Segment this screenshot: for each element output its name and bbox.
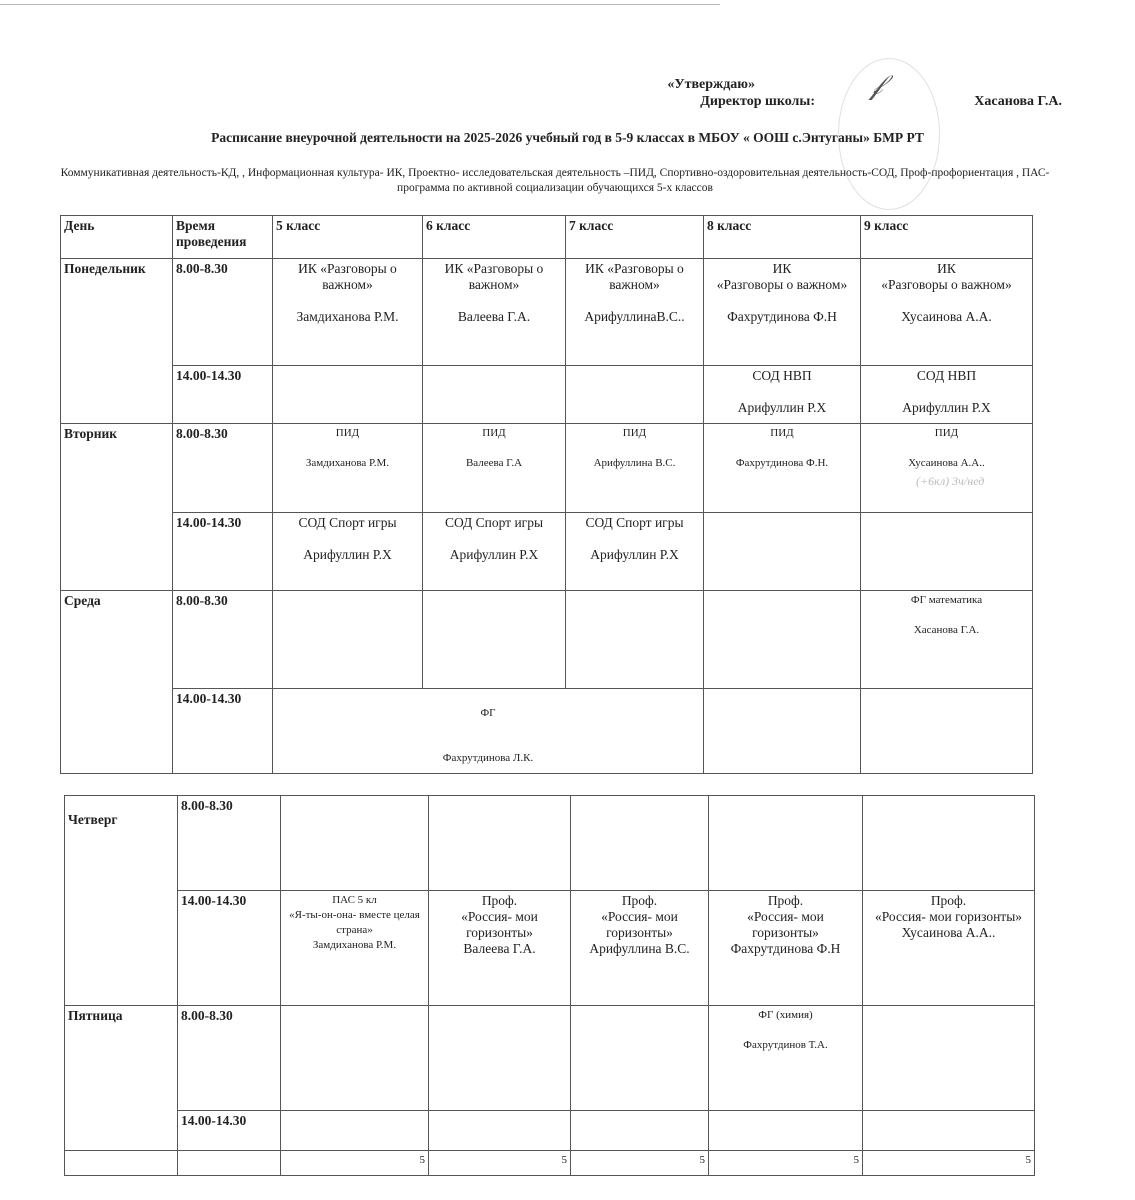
lesson-cell: ИК «Разговоры о важном» Замдиханова Р.М. — [273, 259, 423, 366]
header-row — [61, 216, 1033, 259]
lesson-cell: Проф. «Россия- мои горизонты» Фахрутдинова Ф.Н — [709, 891, 863, 1006]
lesson-cell — [861, 689, 1033, 774]
lesson-cell — [863, 1111, 1035, 1151]
time-slot: 14.00-14.30 — [173, 689, 273, 774]
time-slot: 14.00-14.30 — [173, 366, 273, 424]
lesson-cell: ИК «Разговоры о важном» Валеева Г.А. — [423, 259, 566, 366]
empty-cell — [178, 1151, 281, 1176]
time-slot: 14.00-14.30 — [173, 513, 273, 591]
lesson-cell — [704, 689, 861, 774]
lesson-cell — [709, 1111, 863, 1151]
lesson-cell: СОД НВП Арифуллин Р.Х — [861, 366, 1033, 424]
lesson-cell — [429, 796, 571, 891]
lesson-cell: ПИД Валеева Г.А — [423, 424, 566, 513]
director-label: Директор школы: — [700, 94, 815, 109]
day-wednesday: Среда — [61, 591, 173, 774]
total-class-8: 5 — [709, 1151, 863, 1176]
day-thursday: Четверг — [65, 796, 178, 1006]
lesson-cell — [571, 1006, 709, 1111]
lesson-cell — [861, 513, 1033, 591]
lesson-cell: Проф. «Россия- мои горизонты» Валеева Г.А. — [429, 891, 571, 1006]
lesson-cell: ИК «Разговоры о важном» АрифуллинаВ.С.. — [566, 259, 704, 366]
lesson-cell — [709, 796, 863, 891]
header-class-9: 9 класс — [861, 216, 1033, 259]
lesson-cell: ПИД Арифуллина В.С. — [566, 424, 704, 513]
lesson-cell — [281, 796, 429, 891]
lesson-cell — [429, 1111, 571, 1151]
lesson-cell — [281, 1006, 429, 1111]
lesson-cell — [704, 513, 861, 591]
empty-cell — [65, 1151, 178, 1176]
time-slot: 14.00-14.30 — [178, 1111, 281, 1151]
handwritten-note: (+6кл) 3ч/нед — [916, 474, 985, 488]
lesson-cell: ИК «Разговоры о важном» Фахрутдинова Ф.Н — [704, 259, 861, 366]
lesson-cell — [423, 591, 566, 689]
day-friday: Пятница — [65, 1006, 178, 1151]
header-class-6: 6 класс — [423, 216, 566, 259]
total-class-7: 5 — [571, 1151, 709, 1176]
table-row — [65, 1006, 1035, 1111]
lesson-cell: Проф. «Россия- мои горизонты» Хусаинова А.А.. — [863, 891, 1035, 1006]
lesson-cell: СОД НВП Арифуллин Р.Х — [704, 366, 861, 424]
director-signature: 𝒻 — [870, 70, 883, 101]
lesson-cell — [571, 796, 709, 891]
day-monday: Понедельник — [61, 259, 173, 424]
abbreviation-legend: Коммуникативная деятельность-КД, , Информационная культура- ИК, Проектно- исследовательская деятельность –ПИД, Спортивно-оздоровительная деятельность-СОД, Проф-профориентация , ПАС-программа по активной социализации обучающихся 5-х классов — [60, 167, 1050, 194]
lesson-cell: ПИД Фахрутдинова Ф.Н. — [704, 424, 861, 513]
lesson-cell: СОД Спорт игры Арифуллин Р.Х — [273, 513, 423, 591]
table-row — [61, 513, 1033, 591]
lesson-cell — [566, 591, 704, 689]
total-class-9: 5 — [863, 1151, 1035, 1176]
table-row — [61, 366, 1033, 424]
lesson-cell: ФГ (химия) Фахрутдинов Т.А. — [709, 1006, 863, 1111]
table-row — [61, 424, 1033, 513]
day-tuesday: Вторник — [61, 424, 173, 591]
table-row — [65, 1111, 1035, 1151]
lesson-cell-merged: ФГ Фахрутдинова Л.К. — [273, 689, 704, 774]
lesson-cell — [566, 366, 704, 424]
lesson-cell — [863, 796, 1035, 891]
total-class-6: 5 — [429, 1151, 571, 1176]
scan-edge-line — [0, 4, 720, 5]
lesson-cell: СОД Спорт игры Арифуллин Р.Х — [423, 513, 566, 591]
totals-row — [65, 1151, 1035, 1176]
table-row — [61, 591, 1033, 689]
table-row — [61, 259, 1033, 366]
lesson-cell: ПИД Хусаинова А.А.. — [861, 424, 1033, 513]
time-slot: 14.00-14.30 — [178, 891, 281, 1006]
lesson-cell — [423, 366, 566, 424]
header-day: День — [61, 216, 173, 259]
lesson-cell: ИК «Разговоры о важном» Хусаинова А.А. — [861, 259, 1033, 366]
header-class-7: 7 класс — [566, 216, 704, 259]
header-time: Время проведения — [173, 216, 273, 259]
table-row — [65, 796, 1035, 891]
time-slot: 8.00-8.30 — [173, 424, 273, 513]
total-class-5: 5 — [281, 1151, 429, 1176]
lesson-cell — [273, 366, 423, 424]
time-slot: 8.00-8.30 — [178, 796, 281, 891]
document-title: Расписание внеурочной деятельности на 2025-2026 учебный год в 5-9 классах в МБОУ « ООШ с.Энтуганы» БМР РТ — [211, 130, 924, 145]
lesson-cell — [429, 1006, 571, 1111]
lesson-cell: ПИД Замдиханова Р.М. — [273, 424, 423, 513]
table-row — [61, 689, 1033, 774]
lesson-cell: ПАС 5 кл «Я-ты-он-она- вместе целая страна» Замдиханова Р.М. — [281, 891, 429, 1006]
director-name: Хасанова Г.А. — [974, 94, 1062, 109]
lesson-cell: ФГ математика Хасанова Г.А. — [861, 591, 1033, 689]
lesson-cell — [571, 1111, 709, 1151]
header-class-5: 5 класс — [273, 216, 423, 259]
lesson-cell — [863, 1006, 1035, 1111]
time-slot: 8.00-8.30 — [173, 259, 273, 366]
lesson-cell: Проф. «Россия- мои горизонты» Арифуллина В.С. — [571, 891, 709, 1006]
time-slot: 8.00-8.30 — [178, 1006, 281, 1111]
lesson-cell: СОД Спорт игры Арифуллин Р.Х — [566, 513, 704, 591]
lesson-cell — [704, 591, 861, 689]
time-slot: 8.00-8.30 — [173, 591, 273, 689]
lesson-cell — [273, 591, 423, 689]
header-class-8: 8 класс — [704, 216, 861, 259]
table-row — [65, 891, 1035, 1006]
approval-heading: «Утверждаю» — [667, 77, 755, 92]
schedule-table-1 — [60, 215, 1033, 774]
schedule-table-2 — [64, 795, 1035, 1176]
lesson-cell — [281, 1111, 429, 1151]
